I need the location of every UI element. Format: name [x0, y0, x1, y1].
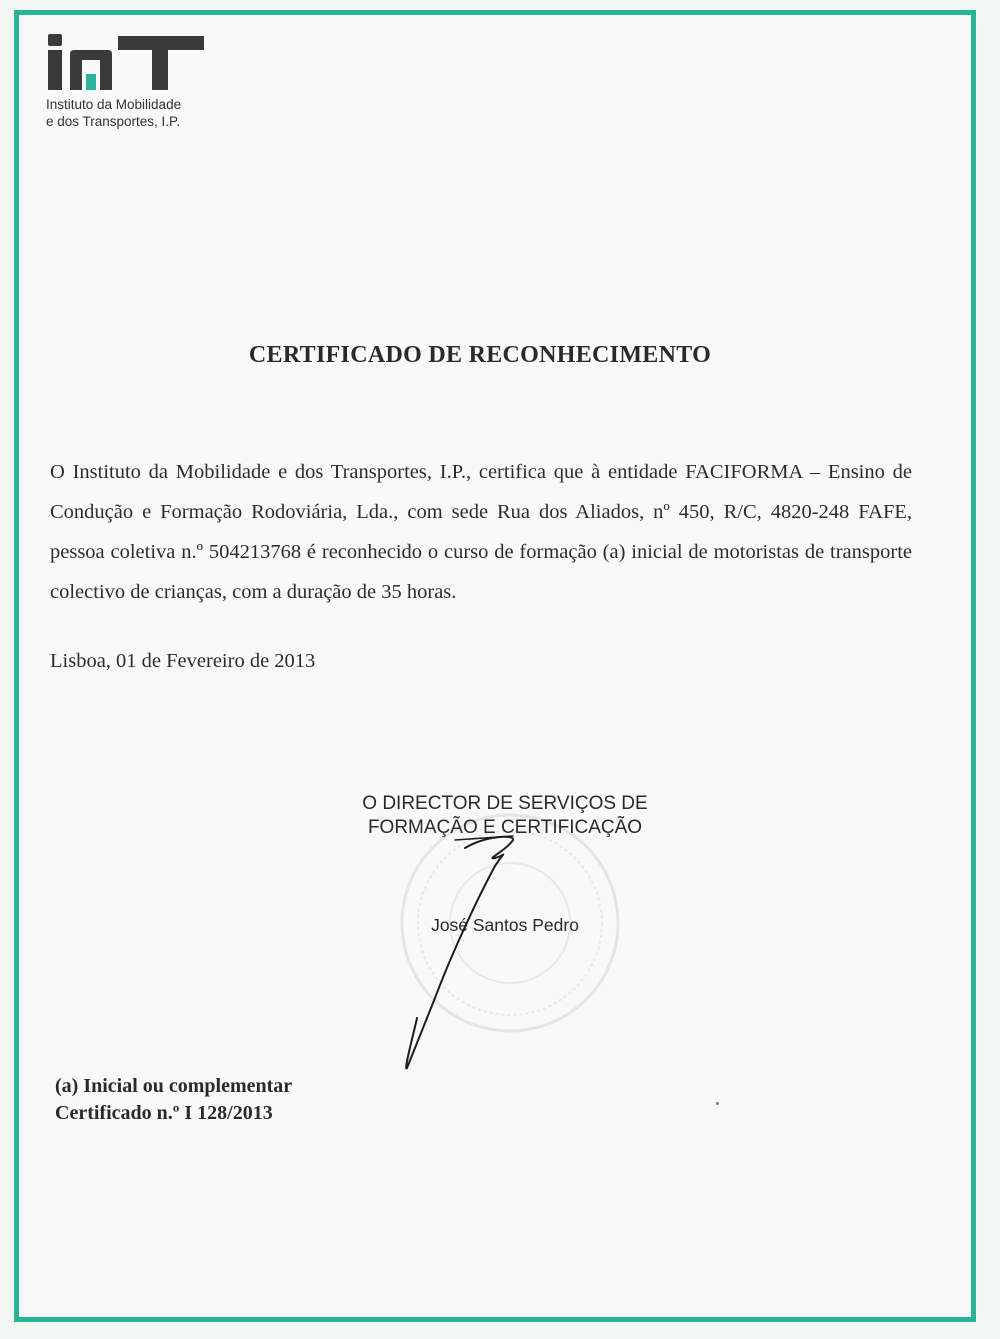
signatory-name: José Santos Pedro [431, 915, 579, 935]
imt-logo [46, 30, 236, 130]
imt-logo-mark [46, 30, 206, 92]
date-line: Lisboa, 01 de Fevereiro de 2013 [50, 650, 316, 672]
handwritten-signature [395, 818, 535, 1078]
certificate-title: CERTIFICADO DE RECONHECIMENTO [248, 342, 712, 368]
certificate-number: Certificado n.º I 128/2013 [55, 1102, 273, 1124]
signatory-title-line-2: FORMAÇÃO E CERTIFICAÇÃO [367, 817, 643, 838]
footnote-line-1: (a) Inicial ou complementar [55, 1075, 293, 1097]
certificate-body: O Instituto da Mobilidade e dos Transportes, I.P., certifica que à entidade FACIFORMA – Ensino de Condução e Formação Rodoviária, Lda., com sede Rua dos Aliados, nº 450, R/C, 4820-248 FAFE, pessoa coletiva n.º 504213768 é reconhecido o curso de formação (a) inicial de motoristas de transporte colectivo de crianças, com a duração de 35 horas. [50, 461, 912, 603]
footnote [55, 1073, 292, 1127]
signatory-title-line-1: O DIRECTOR DE SERVIÇOS DE [362, 793, 648, 814]
org-name-line-1: Instituto da Mobilidade [46, 97, 182, 112]
paper-speck [716, 1102, 719, 1105]
org-name-line-2: e dos Transportes, I.P. [46, 114, 181, 129]
org-name [46, 96, 236, 130]
